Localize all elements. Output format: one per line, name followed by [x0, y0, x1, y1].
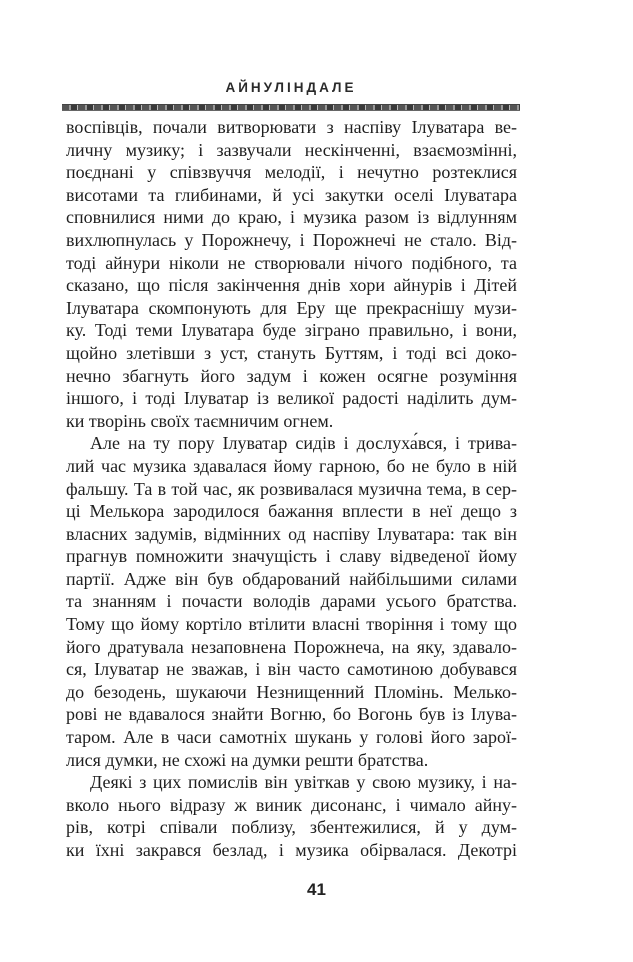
text-line: лий час музика здавалася йому гарною, бо не було в ній — [66, 455, 517, 476]
text-line: сповнилися ними до краю, і музика разом із відлунням — [66, 207, 517, 228]
text-line: висотами та глибинами, й усі закутки оселі Ілуватара — [66, 184, 517, 205]
running-head: АЙНУЛІНДАЛЕ — [225, 80, 357, 95]
ornamental-rule — [62, 104, 520, 111]
text-line: щойно злетівши з уст, стануть Буттям, і тоді всі доко- — [66, 342, 517, 363]
text-line: вихлюпнулась у Порожнечу, і Порожнечі не стало. Від- — [66, 229, 517, 250]
text-line: рів, котрі співали поблизу, збентежилися, й у дум- — [66, 817, 517, 838]
text-line: ки їхні закрався безлад, і музика обірвалася. Декотрі — [66, 840, 517, 860]
page-number: 41 — [307, 880, 326, 899]
text-line: Ілуватара скомпонують для Еру ще прекраснішу музи- — [66, 297, 517, 318]
text-line: його дратувала незаповнена Порожнеча, на яку, здавало- — [66, 636, 517, 657]
text-line: до безодень, шукаючи Незнищенний Пломінь. Мелько- — [66, 681, 517, 702]
text-line: власних задумів, відмінних од наспіву Ілуватара: так він — [66, 523, 517, 544]
text-line: поєднані у співзвуччя мелодії, і нечутно розтеклися — [66, 162, 517, 183]
text-line: іншого, і тоді Ілуватар із великої радості наділить дум- — [66, 388, 517, 409]
text-line: та знанням і почасти володів дарами усього братства. — [66, 591, 517, 612]
text-line: Тому що йому кортіло втілити власні творіння і тому що — [66, 614, 517, 635]
text-line: вколо нього відразу ж виник дисонанс, і чимало айну- — [66, 794, 517, 815]
body-text — [66, 116, 517, 862]
text-line: таром. Але в часи самотніх шукань у голові його зарої- — [66, 727, 517, 748]
text-line: личну музику; і зазвучали нескінченні, взаємозмінні, — [66, 139, 517, 160]
text-line: ці Мелькора зародилося бажання вплести в неї дещо з — [66, 501, 517, 522]
text-line: ки творінь своїх таємничим огнем. — [66, 410, 334, 431]
text-line: ку. Тоді теми Ілуватара буде зіграно правильно, і вони, — [66, 320, 517, 341]
text-line: нечно збагнуть його задум і кожен осягне розуміння — [66, 365, 517, 386]
text-line: партії. Адже він був обдарований найбільшими силами — [66, 568, 517, 589]
text-line: ся, Ілуватар не зважав, і він часто самотиною добувався — [66, 659, 517, 680]
text-line: прагнув помножити значущість і славу відведеної йому — [66, 546, 517, 567]
text-line: тоді айнури ніколи не створювали нічого подібного, та — [66, 252, 517, 273]
text-line: лися думки, не схожі на думки решти братства. — [66, 749, 429, 770]
text-line: рові не вдавалося знайти Вогню, бо Вогонь був із Ілува- — [66, 704, 517, 725]
text-line: воспівців, почали витворювати з наспіву Ілуватара ве- — [66, 117, 517, 137]
text-line: фальшу. Та в той час, як розвивалася музична тема, в сер- — [66, 478, 517, 499]
text-line: Деякі з цих помислів він увіткав у свою музику, і на- — [90, 772, 517, 793]
text-line: Але на ту пору Ілуватар сидів і дослуха́вся, і трива- — [90, 433, 517, 454]
text-line: сказано, що після закінчення днів хори айнурів і Дітей — [66, 275, 517, 296]
